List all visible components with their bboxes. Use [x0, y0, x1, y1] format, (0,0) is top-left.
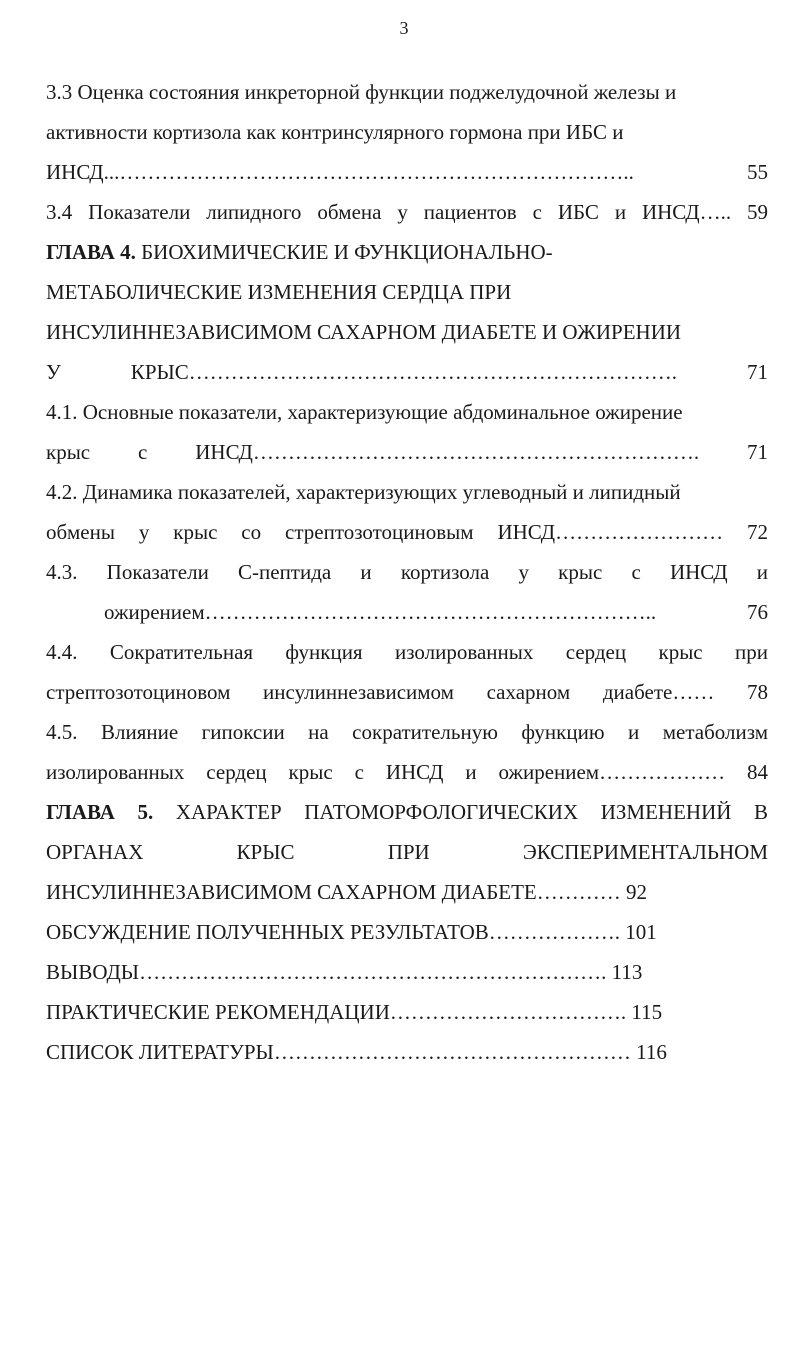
- toc-chapter-line: [46, 792, 768, 832]
- page-number: 3: [399, 18, 409, 38]
- toc-text: У КРЫС…………………………………………………………….: [46, 360, 678, 384]
- toc-line: [46, 592, 768, 632]
- toc-text: активности кортизола как контринсулярного гормона при ИБС и: [46, 120, 624, 144]
- page-ref: 71: [747, 360, 768, 384]
- toc-text: ИНСУЛИННЕЗАВИСИМОМ САХАРНОМ ДИАБЕТЕ…………: [46, 880, 621, 904]
- toc-text: 4.2. Динамика показателей, характеризующих углеводный и липидный: [46, 480, 681, 504]
- page-ref: 76: [747, 600, 768, 624]
- toc-line: [46, 632, 768, 672]
- toc-line: [46, 312, 768, 352]
- page-ref: 92: [626, 880, 648, 904]
- toc-line: [46, 1032, 768, 1072]
- toc-text: ожирением………………………………………………………..: [104, 600, 657, 624]
- toc-text: 3.3 Оценка состояния инкреторной функции поджелудочной железы и: [46, 80, 677, 104]
- toc-line: [46, 752, 768, 792]
- toc-line: [46, 912, 768, 952]
- toc-text: стрептозотоциновом инсулиннезависимом сахарном диабете……: [46, 680, 715, 704]
- toc-text: СПИСОК ЛИТЕРАТУРЫ……………………………………………: [46, 1040, 631, 1064]
- toc-line: [46, 392, 768, 432]
- toc-line: [46, 152, 768, 192]
- toc-text: 4.1. Основные показатели, характеризующие абдоминальное ожирение: [46, 400, 683, 424]
- page-ref: 116: [636, 1040, 667, 1064]
- page-ref: 113: [611, 960, 643, 984]
- page-ref: 71: [747, 440, 768, 464]
- toc-line: [46, 72, 768, 112]
- page-ref: 55: [747, 160, 768, 184]
- toc-text: МЕТАБОЛИЧЕСКИЕ ИЗМЕНЕНИЯ СЕРДЦА ПРИ: [46, 280, 512, 304]
- toc-line: [46, 712, 768, 752]
- toc-line: [46, 952, 768, 992]
- toc-text: ИНСУЛИННЕЗАВИСИМОМ САХАРНОМ ДИАБЕТЕ И ОЖИРЕНИИ: [46, 320, 682, 344]
- toc-line: [46, 832, 768, 872]
- chapter-label: ГЛАВА 5.: [46, 800, 154, 824]
- toc-line: [46, 272, 768, 312]
- toc-chapter-line: [46, 232, 768, 272]
- toc-line: [46, 512, 768, 552]
- page-ref: 115: [631, 1000, 663, 1024]
- toc-text: 4.4. Сократительная функция изолированных сердец крыс при: [46, 640, 768, 664]
- page-ref: 78: [747, 680, 768, 704]
- toc-text: ХАРАКТЕР ПАТОМОРФОЛОГИЧЕСКИХ ИЗМЕНЕНИЙ В: [153, 800, 768, 824]
- toc-text: ОБСУЖДЕНИЕ ПОЛУЧЕННЫХ РЕЗУЛЬТАТОВ……………….: [46, 920, 621, 944]
- page-ref: 101: [625, 920, 657, 944]
- toc-text: 4.3. Показатели С-пептида и кортизола у крыс с ИНСД и: [46, 560, 768, 584]
- toc-line: [46, 352, 768, 392]
- toc-text: ВЫВОДЫ………………………………………………………….: [46, 960, 607, 984]
- table-of-contents: [46, 72, 768, 1072]
- toc-line: [46, 672, 768, 712]
- toc-line: [46, 552, 768, 592]
- toc-text: ОРГАНАХ КРЫС ПРИ ЭКСПЕРИМЕНТАЛЬНОМ: [46, 840, 768, 864]
- toc-text: обмены у крыс со стрептозотоциновым ИНСД……………………: [46, 520, 724, 544]
- toc-line: [46, 992, 768, 1032]
- page-ref: 72: [747, 520, 768, 544]
- toc-text: 3.4 Показатели липидного обмена у пациентов с ИБС и ИНСД…..: [46, 200, 732, 224]
- toc-text: ИНСД...………………………………………………………………..: [46, 160, 634, 184]
- page-ref: 84: [747, 760, 768, 784]
- toc-line: [46, 192, 768, 232]
- chapter-label: ГЛАВА 4.: [46, 240, 136, 264]
- toc-line: [46, 872, 768, 912]
- toc-line: [46, 472, 768, 512]
- page-ref: 59: [747, 200, 768, 224]
- toc-line: [46, 112, 768, 152]
- toc-text: изолированных сердец крыс с ИНСД и ожирением………………: [46, 760, 726, 784]
- toc-text: БИОХИМИЧЕСКИЕ И ФУНКЦИОНАЛЬНО-: [135, 240, 553, 264]
- toc-text: ПРАКТИЧЕСКИЕ РЕКОМЕНДАЦИИ…………………………….: [46, 1000, 627, 1024]
- toc-text: 4.5. Влияние гипоксии на сократительную функцию и метаболизм: [46, 720, 768, 744]
- toc-text: крыс с ИНСД……………………………………………………….: [46, 440, 700, 464]
- toc-line: [46, 432, 768, 472]
